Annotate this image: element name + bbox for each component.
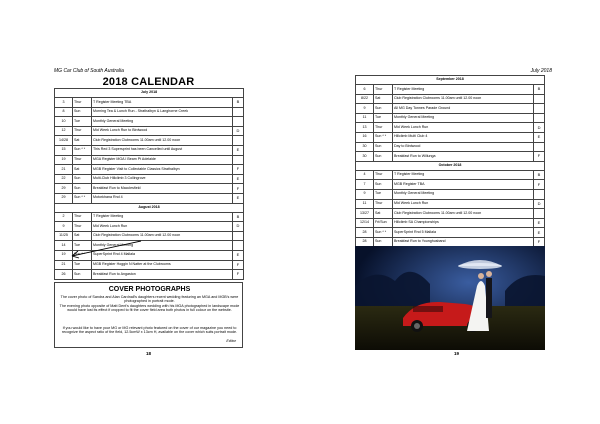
month-name: October 2018	[356, 161, 545, 170]
event-date: 26	[55, 270, 73, 280]
event-date: 11/25	[55, 231, 73, 241]
month-header	[55, 89, 244, 98]
calendar-row	[55, 155, 244, 165]
event-description: T Register Meeting TBA	[92, 98, 233, 108]
event-description: Mid Week Lunch Run	[393, 199, 534, 209]
event-description: Monthly General Meeting	[92, 117, 233, 127]
calendar-row	[356, 180, 545, 190]
calendar-row	[356, 142, 545, 152]
event-code: D	[233, 126, 244, 136]
event-day: Sun * *	[73, 145, 92, 155]
event-day: Sun * *	[374, 228, 393, 238]
calendar-row	[55, 107, 244, 117]
event-date: 19	[55, 250, 73, 260]
event-date: 22	[55, 174, 73, 184]
event-code: F	[233, 184, 244, 194]
month-header	[356, 161, 545, 170]
event-code: E	[534, 228, 545, 238]
event-date: 19	[55, 155, 73, 165]
event-code	[233, 231, 244, 241]
event-day: Thur	[374, 85, 393, 95]
event-day: Sun	[73, 184, 92, 194]
issue-date-header: July 2018	[530, 68, 552, 74]
event-date: 15	[55, 145, 73, 155]
calendar-row	[55, 184, 244, 194]
event-date: 8/22	[356, 94, 374, 104]
event-date: 13	[356, 123, 374, 133]
event-date: 11	[356, 113, 374, 123]
event-day: Sat	[374, 94, 393, 104]
event-day: Thur	[374, 170, 393, 180]
page-number-left: 18	[146, 351, 152, 356]
event-code: E	[233, 250, 244, 260]
event-description: This Red 3 Supersprint has been Cancelled until August	[92, 145, 233, 155]
calendar-row	[55, 174, 244, 184]
right-page	[300, 0, 600, 424]
event-date: 21	[55, 260, 73, 270]
calendar-row	[356, 113, 545, 123]
event-code: F	[534, 152, 545, 162]
event-code: B	[534, 170, 545, 180]
event-description: Hillclimb Multi Club 4	[393, 132, 534, 142]
calendar-row	[356, 228, 545, 238]
cover-title: COVER PHOTOGRAPHS	[108, 286, 191, 293]
month-name: July 2018	[55, 89, 244, 98]
calendar-row	[356, 170, 545, 180]
event-date: 10	[55, 117, 73, 127]
event-day: Sun	[73, 174, 92, 184]
event-description: Breakfast Run to Macclesfield	[92, 184, 233, 194]
event-code	[534, 113, 545, 123]
event-description: Breakfast Run to Younghusband	[393, 237, 534, 247]
event-code	[534, 189, 545, 199]
event-code: D	[534, 199, 545, 209]
event-date: 8	[55, 107, 73, 117]
event-code: F	[233, 165, 244, 175]
event-description: MGB Register Hoggin N Natter at the Clubrooms	[92, 260, 233, 270]
event-code	[233, 107, 244, 117]
event-description: Multi-Club Hillclimb 3 Collingrove	[92, 174, 233, 184]
event-code: F	[534, 180, 545, 190]
event-day: Sat	[73, 231, 92, 241]
event-date: 30	[356, 152, 374, 162]
event-code	[233, 117, 244, 127]
event-day: Sun	[73, 270, 92, 280]
event-description: Hillclimb SA Championships	[393, 218, 534, 228]
event-code	[534, 209, 545, 219]
month-name: September 2018	[356, 76, 545, 85]
event-description: SuperSprint Rnd 5 Mallala	[393, 228, 534, 238]
event-description: Club Registration Clubrooms 11.00am until 12.00 noon	[92, 136, 233, 146]
calendar-row	[356, 189, 545, 199]
event-description: Breakfast Run to Angaston	[92, 270, 233, 280]
calendar-row	[356, 209, 545, 219]
event-description: Mid Week Lunch Run	[92, 222, 233, 232]
event-day: Tue	[374, 113, 393, 123]
event-description: Monthly General Meeting	[393, 189, 534, 199]
calendar-row	[356, 152, 545, 162]
event-description: Club Registration Clubrooms 11.00am until 12.00 noon	[92, 231, 233, 241]
event-description: T Register Meeting	[393, 85, 534, 95]
calendar-row	[55, 136, 244, 146]
calendar-row	[55, 193, 244, 203]
event-day: Thur	[73, 222, 92, 232]
event-description: MGA Register MGA I Beam Pt Adelaide	[92, 155, 233, 165]
event-description: T Register Meeting	[393, 170, 534, 180]
event-description: Day to Birdwood	[393, 142, 534, 152]
event-code: F	[233, 270, 244, 280]
event-date: 30	[356, 142, 374, 152]
event-date: 28	[356, 237, 374, 247]
event-description: Morning Tea & Lunch Run - Strathalbyn & Langhorne Creek	[92, 107, 233, 117]
event-day: Tue	[374, 189, 393, 199]
month-header	[356, 76, 545, 85]
event-day: Sun	[374, 142, 393, 152]
event-code: F	[534, 237, 545, 247]
event-day: Thur	[374, 199, 393, 209]
event-day: Tue	[73, 260, 92, 270]
calendar-table-right	[355, 75, 545, 248]
event-code: E	[534, 218, 545, 228]
event-day: Sat	[374, 209, 393, 219]
event-date: 29	[55, 193, 73, 203]
event-code: E	[233, 174, 244, 184]
event-description: Mid Week Lunch Run to Birdwood	[92, 126, 233, 136]
event-day: Sat	[73, 136, 92, 146]
event-day: Sun	[374, 152, 393, 162]
event-day: Sun * *	[73, 193, 92, 203]
event-code	[534, 104, 545, 114]
calendar-row	[55, 212, 244, 222]
event-code: D	[534, 123, 545, 133]
event-day: Sun	[73, 107, 92, 117]
event-day: Sun	[374, 237, 393, 247]
event-code: B	[233, 98, 244, 108]
cover-text-2: The evening photo opposite of Matt Dent's daughters wedding with his MGA photographed in landscape mode would have lost its effect if cropped to fit the cover field area both photos in full colour on the website.	[59, 304, 240, 313]
event-description: Mid Week Lunch Run	[393, 123, 534, 133]
event-code: B	[233, 212, 244, 222]
event-date: 4	[356, 170, 374, 180]
event-description: Monthly General Meeting	[393, 113, 534, 123]
event-day: Thur	[374, 123, 393, 133]
calendar-row	[356, 85, 545, 95]
calendar-row	[356, 94, 545, 104]
event-date: 7	[356, 180, 374, 190]
event-code: F	[233, 260, 244, 270]
event-description: MGB Register Visit to Collectable Classics Strathalbyn	[92, 165, 233, 175]
month-header	[55, 203, 244, 212]
event-code: E	[534, 132, 545, 142]
cover-text-1: The cover photo of Sandra and Alan Cardnall's daughters recent wedding featuring an MGA and MGB's were photographed in portrait mode.	[60, 295, 239, 304]
calendar-row	[356, 199, 545, 209]
event-day: Thur	[73, 155, 92, 165]
event-description: Club Registration Clubrooms 11.00am until 12.00 noon	[393, 94, 534, 104]
cover-photographs-box	[54, 282, 243, 348]
event-code	[534, 142, 545, 152]
event-code	[233, 136, 244, 146]
event-day: Sun * *	[374, 132, 393, 142]
calendar-row	[55, 222, 244, 232]
calendar-row	[356, 104, 545, 114]
month-name: August 2018	[55, 203, 244, 212]
event-date: 21	[55, 165, 73, 175]
event-code	[233, 241, 244, 251]
calendar-row	[356, 132, 545, 142]
event-description: All MG Day Tonnes Parade Ground	[393, 104, 534, 114]
event-date: 9	[356, 189, 374, 199]
event-day: Tue	[73, 117, 92, 127]
event-date: 14/28	[55, 136, 73, 146]
calendar-row	[55, 270, 244, 280]
cover-editor-sign: Editor	[226, 339, 236, 343]
calendar-row	[55, 165, 244, 175]
event-date: 9	[356, 104, 374, 114]
calendar-row	[55, 117, 244, 127]
page-number-right: 19	[454, 351, 460, 356]
event-date: 6	[356, 85, 374, 95]
event-description: Breakfast Run to Willunga	[393, 152, 534, 162]
calendar-row	[55, 126, 244, 136]
cover-text-3: If you would like to have your MG or MG relevant photo featured on the cover of our magazine you need to recognize the aspect ratio of the field, 12.5cmW x 13cm H, available on the cover which suits portrait mode.	[61, 326, 238, 335]
event-day: Sun	[374, 180, 393, 190]
event-date: 28	[356, 228, 374, 238]
event-date: 11	[356, 199, 374, 209]
event-description: MGB Register TBA	[393, 180, 534, 190]
handdrawn-arrow	[54, 238, 144, 262]
event-code	[233, 155, 244, 165]
event-code	[534, 94, 545, 104]
club-header: MG Car Club of South Australia	[54, 68, 124, 74]
event-day: Thur	[73, 126, 92, 136]
calendar-row	[55, 145, 244, 155]
event-code: D	[233, 222, 244, 232]
calendar-row	[55, 98, 244, 108]
calendar-row	[356, 123, 545, 133]
event-code: E	[233, 145, 244, 155]
event-description: Monthly General Meeting	[92, 241, 233, 251]
event-date: 16	[356, 132, 374, 142]
event-day: Sun	[374, 104, 393, 114]
event-date: 2	[55, 212, 73, 222]
event-date: 12/14	[356, 218, 374, 228]
event-day: Tue	[73, 241, 92, 251]
event-day: Sun * *	[73, 250, 92, 260]
event-code: B	[534, 85, 545, 95]
calendar-title: 2018 CALENDAR	[102, 76, 195, 88]
event-description: Motorkhana Rnd 4	[92, 193, 233, 203]
event-date: 3	[55, 98, 73, 108]
event-date: 13/27	[356, 209, 374, 219]
event-day: Fri/Sun	[374, 218, 393, 228]
event-day: Thur	[73, 98, 92, 108]
event-code: E	[233, 193, 244, 203]
calendar-row	[356, 218, 545, 228]
event-date: 12	[55, 126, 73, 136]
wedding-photo	[355, 246, 545, 350]
event-date: 9	[55, 222, 73, 232]
event-description: SuperSprint Rnd 4 Mallala	[92, 250, 233, 260]
event-date: 29	[55, 184, 73, 194]
event-description: Club Registration Clubrooms 11.00am until 12.00 noon	[393, 209, 534, 219]
event-date: 14	[55, 241, 73, 251]
event-day: Sat	[73, 165, 92, 175]
event-day: Thur	[73, 212, 92, 222]
event-description: T Register Meeting	[92, 212, 233, 222]
